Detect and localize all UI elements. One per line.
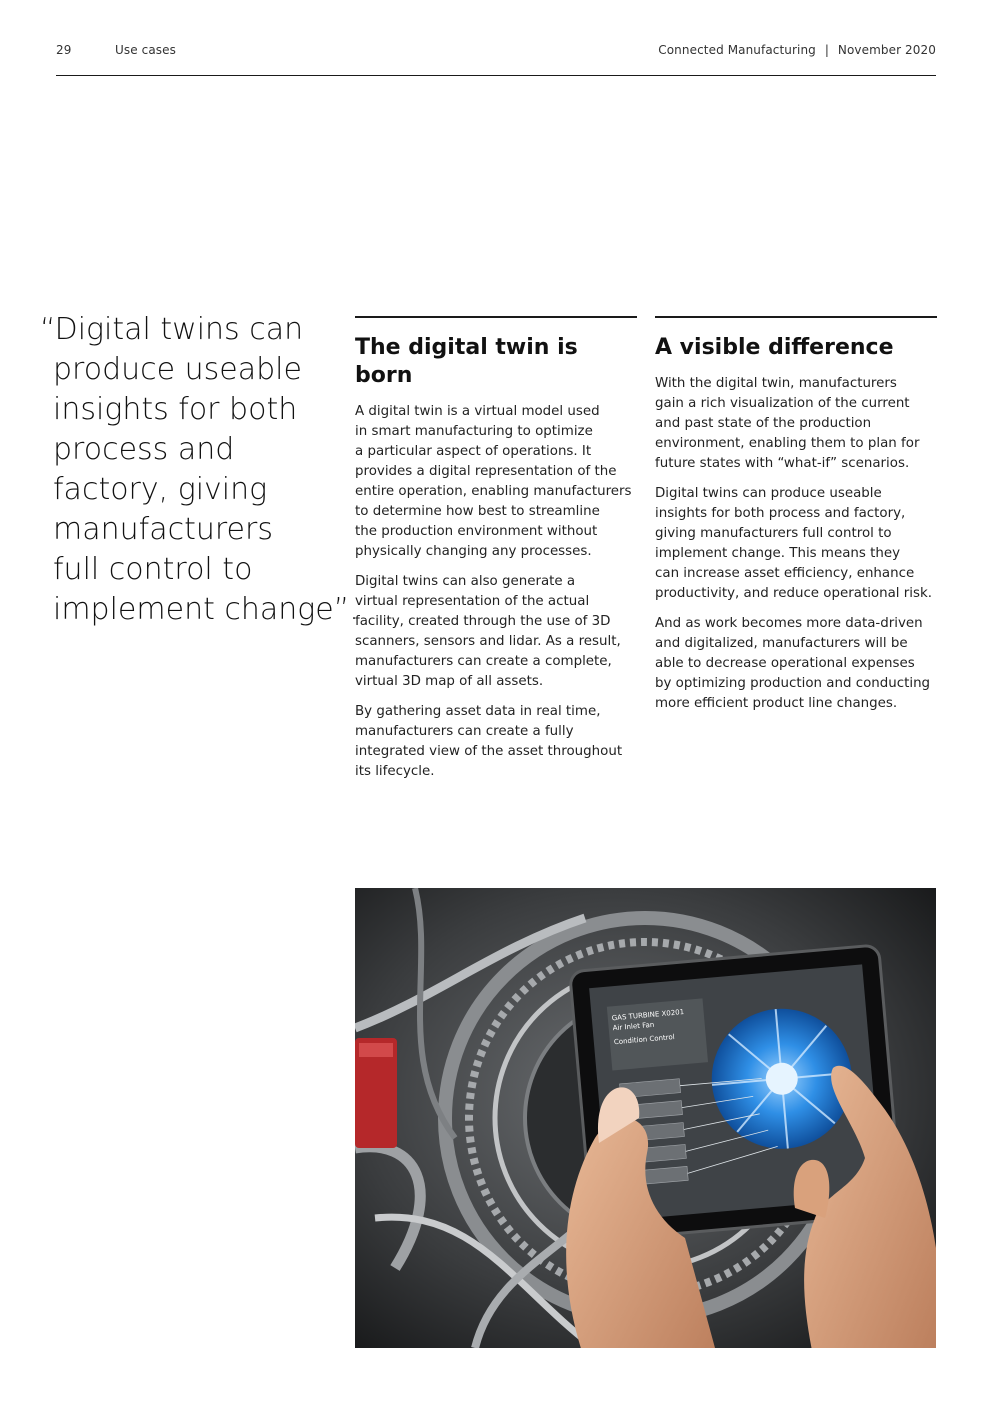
text-line: integrated view of the asset throughout	[355, 744, 623, 759]
text-line: and digitalized, manufacturers will be	[655, 636, 908, 651]
quote-line: manufacturers	[53, 512, 273, 547]
pull-quote	[40, 310, 359, 630]
column-visible-difference	[655, 316, 937, 724]
text-line: virtual representation of the actual	[355, 594, 590, 609]
text-line: productivity, and reduce operational risk.	[655, 586, 932, 601]
text-line: manufacturers can create a fully	[355, 724, 574, 739]
body-paragraph	[655, 374, 937, 474]
quote-line: “Digital twins can	[40, 312, 304, 347]
header-divider	[56, 75, 936, 76]
text-line: able to decrease operational expenses	[655, 656, 915, 671]
publication-title: Connected Manufacturing	[658, 43, 816, 57]
text-line: future states with “what-if” scenarios.	[655, 456, 910, 471]
column-digital-twin-born	[355, 316, 637, 792]
text-line: Digital twins can produce useable	[655, 486, 882, 501]
text-line: environment, enabling them to plan for	[655, 436, 920, 451]
quote-line: implement change”.	[53, 592, 359, 627]
text-line: A digital twin is a virtual model used	[355, 404, 600, 419]
quote-line: factory, giving	[53, 472, 268, 507]
photo-illustration	[355, 888, 936, 1348]
quote-line: insights for both	[53, 392, 298, 427]
text-line: facility, created through the use of 3D	[355, 614, 611, 629]
text-line: the production environment without	[355, 524, 598, 539]
tablet-section: Condition Control	[613, 1032, 675, 1047]
quote-line: process and	[53, 432, 235, 467]
engine-tablet-photo	[355, 888, 936, 1348]
tablet-title: GAS TURBINE X0201	[611, 1008, 685, 1023]
body-paragraph	[355, 572, 637, 692]
text-line: And as work becomes more data-driven	[655, 616, 923, 631]
text-line: By gathering asset data in real time,	[355, 704, 601, 719]
body-paragraph	[655, 614, 937, 714]
text-line: entire operation, enabling manufacturers	[355, 484, 632, 499]
text-line: in smart manufacturing to optimize	[355, 424, 593, 439]
column-heading: The digital twin is born	[355, 335, 578, 388]
header-separator: |	[824, 43, 829, 57]
text-line: and past state of the production	[655, 416, 872, 431]
publication-date: November 2020	[837, 43, 936, 57]
quote-line: produce useable	[53, 352, 302, 387]
text-line: giving manufacturers full control to	[655, 526, 892, 541]
column-heading: A visible difference	[655, 335, 894, 360]
text-line: insights for both process and factory,	[655, 506, 906, 521]
text-line: a particular aspect of operations. It	[355, 444, 592, 459]
body-paragraph	[655, 484, 937, 604]
quote-line: full control to	[53, 552, 253, 587]
text-line: gain a rich visualization of the current	[655, 396, 910, 411]
text-line: implement change. This means they	[655, 546, 901, 561]
text-line: by optimizing production and conducting	[655, 676, 931, 691]
tablet-subtitle: Air Inlet Fan	[612, 1020, 655, 1033]
body-paragraph	[355, 702, 637, 782]
text-line: scanners, sensors and lidar. As a result,	[355, 634, 621, 649]
body-paragraph	[355, 402, 637, 562]
text-line: physically changing any processes.	[355, 544, 592, 559]
text-line: manufacturers can create a complete,	[355, 654, 612, 669]
text-line: can increase asset efficiency, enhance	[655, 566, 915, 581]
running-header	[658, 43, 936, 57]
text-line: its lifecycle.	[355, 764, 435, 779]
section-label: Use cases	[115, 43, 176, 57]
text-line: Digital twins can also generate a	[355, 574, 576, 589]
text-line: With the digital twin, manufacturers	[655, 376, 897, 391]
text-line: more efficient product line changes.	[655, 696, 898, 711]
text-line: virtual 3D map of all assets.	[355, 674, 544, 689]
text-line: to determine how best to streamline	[355, 504, 600, 519]
text-line: provides a digital representation of the	[355, 464, 617, 479]
page-number: 29	[56, 43, 72, 57]
